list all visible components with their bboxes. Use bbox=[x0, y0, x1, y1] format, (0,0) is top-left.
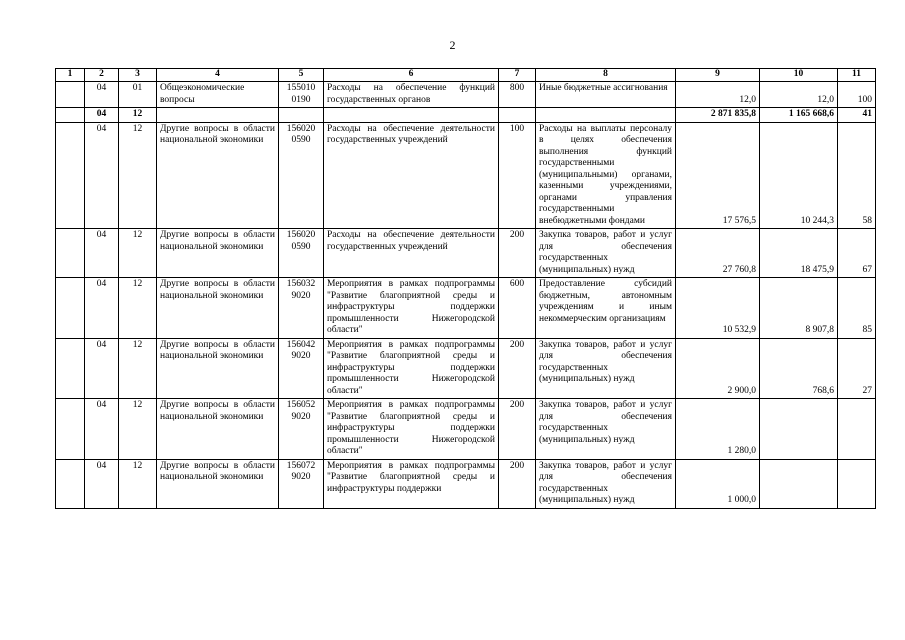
header-cell: 1 bbox=[56, 69, 85, 82]
header-cell: 4 bbox=[157, 69, 279, 82]
cell-expense-name: Предоставление субсидий бюджетным, автономным учреждениям и иным некоммерческим организациям bbox=[536, 278, 676, 339]
cell-section-name: Другие вопросы в области национальной экономики bbox=[157, 338, 279, 399]
cell-expense-code: 200 bbox=[499, 399, 536, 460]
cell-col1 bbox=[56, 278, 85, 339]
cell-section: 04 bbox=[85, 459, 119, 508]
cell-subsection: 12 bbox=[119, 278, 157, 339]
cell-col1 bbox=[56, 338, 85, 399]
header-row bbox=[56, 69, 876, 82]
cell-col1 bbox=[56, 108, 85, 123]
cell-fact bbox=[760, 459, 838, 508]
header-cell: 11 bbox=[838, 69, 876, 82]
cell-fact bbox=[760, 399, 838, 460]
cell-expense-code bbox=[499, 108, 536, 123]
table-row bbox=[56, 399, 876, 460]
cell-section: 04 bbox=[85, 229, 119, 278]
cell-expense-name bbox=[536, 108, 676, 123]
cell-col1 bbox=[56, 122, 85, 229]
cell-section-name: Другие вопросы в области национальной экономики bbox=[157, 399, 279, 460]
cell-fact: 8 907,8 bbox=[760, 278, 838, 339]
cell-fact: 12,0 bbox=[760, 82, 838, 108]
cell-target-name: Расходы на обеспечение деятельности государственных учреждений bbox=[324, 122, 499, 229]
cell-plan: 2 900,0 bbox=[676, 338, 760, 399]
cell-plan: 1 000,0 bbox=[676, 459, 760, 508]
cell-col1 bbox=[56, 459, 85, 508]
cell-plan: 27 760,8 bbox=[676, 229, 760, 278]
cell-section-name bbox=[157, 108, 279, 123]
header-cell: 10 bbox=[760, 69, 838, 82]
subtotal-row bbox=[56, 108, 876, 123]
cell-plan: 12,0 bbox=[676, 82, 760, 108]
table-row bbox=[56, 338, 876, 399]
cell-expense-name: Иные бюджетные ассигнования bbox=[536, 82, 676, 108]
page-number: 2 bbox=[449, 38, 456, 52]
header-cell: 6 bbox=[324, 69, 499, 82]
header-cell: 8 bbox=[536, 69, 676, 82]
cell-col1 bbox=[56, 82, 85, 108]
cell-subsection: 12 bbox=[119, 122, 157, 229]
cell-target-code: 156042 9020 bbox=[279, 338, 324, 399]
cell-section: 04 bbox=[85, 122, 119, 229]
table-row bbox=[56, 122, 876, 229]
cell-expense-code: 200 bbox=[499, 338, 536, 399]
cell-col1 bbox=[56, 399, 85, 460]
cell-fact: 768,6 bbox=[760, 338, 838, 399]
cell-target-name: Расходы на обеспечение деятельности государственных учреждений bbox=[324, 229, 499, 278]
cell-target-name bbox=[324, 108, 499, 123]
cell-expense-code: 200 bbox=[499, 229, 536, 278]
cell-target-code: 155010 0190 bbox=[279, 82, 324, 108]
cell-expense-code: 100 bbox=[499, 122, 536, 229]
cell-percent: 27 bbox=[838, 338, 876, 399]
cell-percent: 41 bbox=[838, 108, 876, 123]
table-row bbox=[56, 459, 876, 508]
cell-target-code bbox=[279, 108, 324, 123]
cell-fact: 1 165 668,6 bbox=[760, 108, 838, 123]
cell-fact: 18 475,9 bbox=[760, 229, 838, 278]
budget-table bbox=[55, 68, 876, 509]
cell-target-code: 156032 9020 bbox=[279, 278, 324, 339]
cell-section: 04 bbox=[85, 399, 119, 460]
cell-target-code: 156052 9020 bbox=[279, 399, 324, 460]
cell-section: 04 bbox=[85, 278, 119, 339]
cell-section: 04 bbox=[85, 82, 119, 108]
cell-percent: 100 bbox=[838, 82, 876, 108]
header-cell: 2 bbox=[85, 69, 119, 82]
cell-target-name: Мероприятия в рамках подпрограммы "Развитие благоприятной среды и инфраструктуры поддержки bbox=[324, 459, 499, 508]
table-row bbox=[56, 229, 876, 278]
cell-expense-name: Закупка товаров, работ и услуг для обеспечения государственных (муниципальных) нужд bbox=[536, 399, 676, 460]
cell-expense-code: 600 bbox=[499, 278, 536, 339]
cell-subsection: 12 bbox=[119, 399, 157, 460]
cell-target-name: Мероприятия в рамках подпрограммы "Развитие благоприятной среды и инфраструктуры поддержки промышленности Нижегородской области" bbox=[324, 399, 499, 460]
header-cell: 7 bbox=[499, 69, 536, 82]
cell-section: 04 bbox=[85, 338, 119, 399]
cell-percent: 67 bbox=[838, 229, 876, 278]
cell-col1 bbox=[56, 229, 85, 278]
cell-section-name: Общеэкономические вопросы bbox=[157, 82, 279, 108]
cell-expense-name: Расходы на выплаты персоналу в целях обеспечения выполнения функций государственными (муниципальными) органами, казенными учреждениями, органами управления государственными внебюджетными фондами bbox=[536, 122, 676, 229]
cell-target-code: 156020 0590 bbox=[279, 122, 324, 229]
cell-expense-name: Закупка товаров, работ и услуг для обеспечения государственных (муниципальных) нужд bbox=[536, 229, 676, 278]
cell-percent bbox=[838, 399, 876, 460]
header-cell: 5 bbox=[279, 69, 324, 82]
cell-target-name: Мероприятия в рамках подпрограммы "Развитие благоприятной среды и инфраструктуры поддержки промышленности Нижегородской области" bbox=[324, 278, 499, 339]
cell-subsection: 12 bbox=[119, 338, 157, 399]
cell-expense-code: 200 bbox=[499, 459, 536, 508]
cell-subsection: 12 bbox=[119, 459, 157, 508]
header-cell: 9 bbox=[676, 69, 760, 82]
cell-target-code: 156020 0590 bbox=[279, 229, 324, 278]
cell-section-name: Другие вопросы в области национальной экономики bbox=[157, 459, 279, 508]
cell-plan: 1 280,0 bbox=[676, 399, 760, 460]
cell-subsection: 01 bbox=[119, 82, 157, 108]
cell-section-name: Другие вопросы в области национальной экономики bbox=[157, 229, 279, 278]
cell-percent: 58 bbox=[838, 122, 876, 229]
cell-percent: 85 bbox=[838, 278, 876, 339]
cell-section-name: Другие вопросы в области национальной экономики bbox=[157, 278, 279, 339]
cell-subsection: 12 bbox=[119, 108, 157, 123]
cell-plan: 17 576,5 bbox=[676, 122, 760, 229]
header-cell: 3 bbox=[119, 69, 157, 82]
cell-percent bbox=[838, 459, 876, 508]
cell-plan: 10 532,9 bbox=[676, 278, 760, 339]
cell-plan: 2 871 835,8 bbox=[676, 108, 760, 123]
cell-section-name: Другие вопросы в области национальной экономики bbox=[157, 122, 279, 229]
cell-section: 04 bbox=[85, 108, 119, 123]
cell-expense-code: 800 bbox=[499, 82, 536, 108]
table-row bbox=[56, 82, 876, 108]
cell-fact: 10 244,3 bbox=[760, 122, 838, 229]
cell-subsection: 12 bbox=[119, 229, 157, 278]
table-row bbox=[56, 278, 876, 339]
cell-expense-name: Закупка товаров, работ и услуг для обеспечения государственных (муниципальных) нужд bbox=[536, 459, 676, 508]
cell-expense-name: Закупка товаров, работ и услуг для обеспечения государственных (муниципальных) нужд bbox=[536, 338, 676, 399]
cell-target-name: Расходы на обеспечение функций государственных органов bbox=[324, 82, 499, 108]
cell-target-name: Мероприятия в рамках подпрограммы "Развитие благоприятной среды и инфраструктуры поддержки промышленности Нижегородской области" bbox=[324, 338, 499, 399]
cell-target-code: 156072 9020 bbox=[279, 459, 324, 508]
